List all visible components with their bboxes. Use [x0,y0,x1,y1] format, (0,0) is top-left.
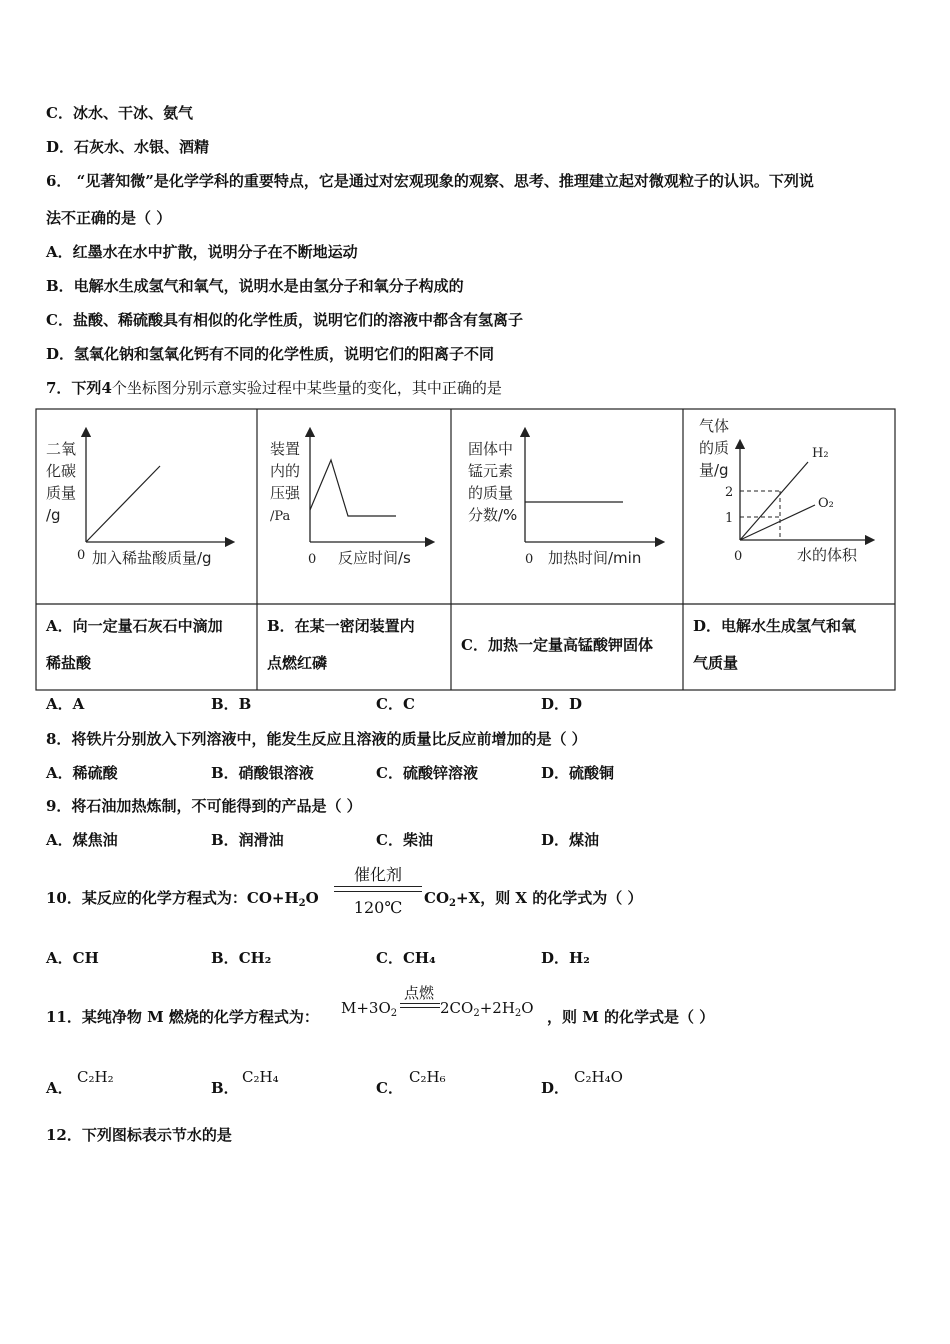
q7-caption-a-line2: 稀盐酸 [46,654,92,672]
q11-option-d-letter: D． [541,1079,570,1097]
graph-b-origin: 0 [308,552,317,567]
q6-stem-line1: 6． “见著知微”是化学学科的重要特点，它是通过对宏观现象的观察、思考、推理建立起对微观粒子的认识。下列说 [46,172,814,190]
q11-option-b-letter: B． [211,1079,239,1097]
graph-a-xlabel: 加入稀盐酸质量/g [92,549,212,567]
q10-stem-prefix: 10．某反应的化学方程式为：$CO+H_2O$ [46,889,319,909]
q11-option-c-letter: C． [376,1079,403,1097]
q10-option-c: C．CH₄ [376,949,436,967]
q11-option-a: C₂H₂ [77,1068,114,1086]
graph-d-h2-label: H₂ [812,446,829,461]
graph-d-ylabel-1: 气体 [699,417,730,435]
q7-option-b: B．B [211,695,252,713]
graph-a-ylabel-2: 化碳 [46,462,77,480]
q6-option-d: D．氢氧化钠和氢氧化钙有不同的化学性质，说明它们的阳离子不同 [46,345,495,363]
graph-d [699,417,870,564]
q8-option-c: C．硫酸锌溶液 [376,764,478,782]
q6-stem-line2: 法不正确的是（ ） [46,209,172,227]
graph-c-ylabel-2: 锰元素 [468,462,514,480]
q5-option-c: C．冰水、干冰、氨气 [46,104,193,122]
q12-stem: 12．下列图标表示节水的是 [46,1126,232,1144]
q11-option-c: C₂H₆ [409,1068,446,1086]
q7-option-d: D．D [541,695,583,713]
graph-c-ylabel-3: 的质量 [468,484,514,502]
q8-stem: 8．将铁片分别放入下列溶液中，能发生反应且溶液的质量比反应前增加的是（ ） [46,730,587,748]
graph-a-origin: 0 [77,548,86,563]
graph-c-ylabel-1: 固体中 [468,440,514,458]
graph-a-ylabel-4: /g [46,506,61,524]
q11-option-a-letter: A． [46,1079,73,1097]
q11-option-d: C₂H₄O [574,1068,623,1086]
q7-caption-d-line2: 气质量 [693,654,739,672]
graph-b-ylabel-3: 压强 [270,484,301,502]
graph-d-origin: 0 [734,549,743,564]
q10-condition-top: 催化剂 [353,865,402,884]
q9-option-d: D．煤油 [541,831,600,849]
q7-stem: 7．下列4个坐标图分别示意实验过程中某些量的变化，其中正确的是 [46,379,502,397]
graph-c [468,432,660,567]
graph-c-ylabel-4: 分数/% [468,506,518,524]
q11-stem-suffix: ，则 M 的化学式是（ ） [547,1008,715,1026]
q6-option-c: C．盐酸、稀硫酸具有相似的化学性质，说明它们的溶液中都含有氢离子 [46,311,523,329]
q6-option-b: B．电解水生成氢气和氧气，说明水是由氢分子和氧分子构成的 [46,277,464,295]
graph-d-ylabel-2: 的质 [699,439,730,457]
graph-d-tick-1: 1 [725,511,734,526]
q7-option-a: A．A [46,695,85,713]
q9-stem: 9．将石油加热炼制，不可能得到的产品是（ ） [46,797,362,815]
q7-caption-c: C．加热一定量高锰酸钾固体 [461,636,653,654]
q10-option-b: B．CH₂ [211,949,272,967]
q11-stem-prefix: 11．某纯净物 M 燃烧的化学方程式为： [46,1008,319,1026]
q11-option-b: C₂H₄ [242,1068,279,1086]
q10-option-d: D．H₂ [541,949,590,967]
q10-condition-bottom: 120℃ [353,898,403,917]
graph-d-o2-label: O₂ [818,496,834,511]
graph-a-ylabel-1: 二氧 [46,440,77,458]
graph-d-tick-2: 2 [725,485,734,500]
graph-b-ylabel-1: 装置 [270,440,301,458]
graph-d-ylabel-3: 量/g [699,461,729,479]
q10-stem-suffix: $CO_2+X$，则 X 的化学式为（ ） [424,889,643,909]
graph-b [270,432,430,567]
graph-d-xlabel: 水的体积 [797,546,858,564]
q8-option-d: D．硫酸铜 [541,764,615,782]
graph-b-ylabel-4: /Pa [270,509,291,524]
graph-a [46,432,230,567]
q5-option-d: D．石灰水、水银、酒精 [46,138,210,156]
q7-graph-table [0,400,950,700]
q8-option-b: B．硝酸银溶液 [211,764,314,782]
graph-a-ylabel-3: 质量 [46,484,77,502]
q7-caption-d-line1: D．电解水生成氢气和氧 [693,617,857,635]
q9-option-c: C．柴油 [376,831,433,849]
q7-option-c: C．C [376,695,415,713]
q9-option-a: A．煤焦油 [46,831,118,849]
q11-equals-sign [400,1003,440,1008]
q7-caption-b-line1: B．在某一密闭装置内 [267,617,415,635]
q7-caption-a-line1: A．向一定量石灰石中滴加 [46,617,223,635]
graph-c-xlabel: 加热时间/min [548,549,642,567]
q8-option-a: A．稀硫酸 [46,764,118,782]
graph-b-xlabel: 反应时间/s [338,549,411,567]
q7-caption-b-line2: 点燃红磷 [267,654,328,672]
q10-option-a: A．CH [46,949,99,967]
q9-option-b: B．润滑油 [211,831,284,849]
graph-c-origin: 0 [525,552,534,567]
q11-condition: 点燃 [403,984,434,1002]
q11-eq-left: $M+3O_2$ [341,999,398,1019]
q6-option-a: A．红墨水在水中扩散，说明分子在不断地运动 [46,243,358,261]
graph-b-ylabel-2: 内的 [270,462,301,480]
q11-eq-right: $2CO_2+2H_2O$ [440,999,534,1019]
q10-equals-sign [334,886,422,892]
